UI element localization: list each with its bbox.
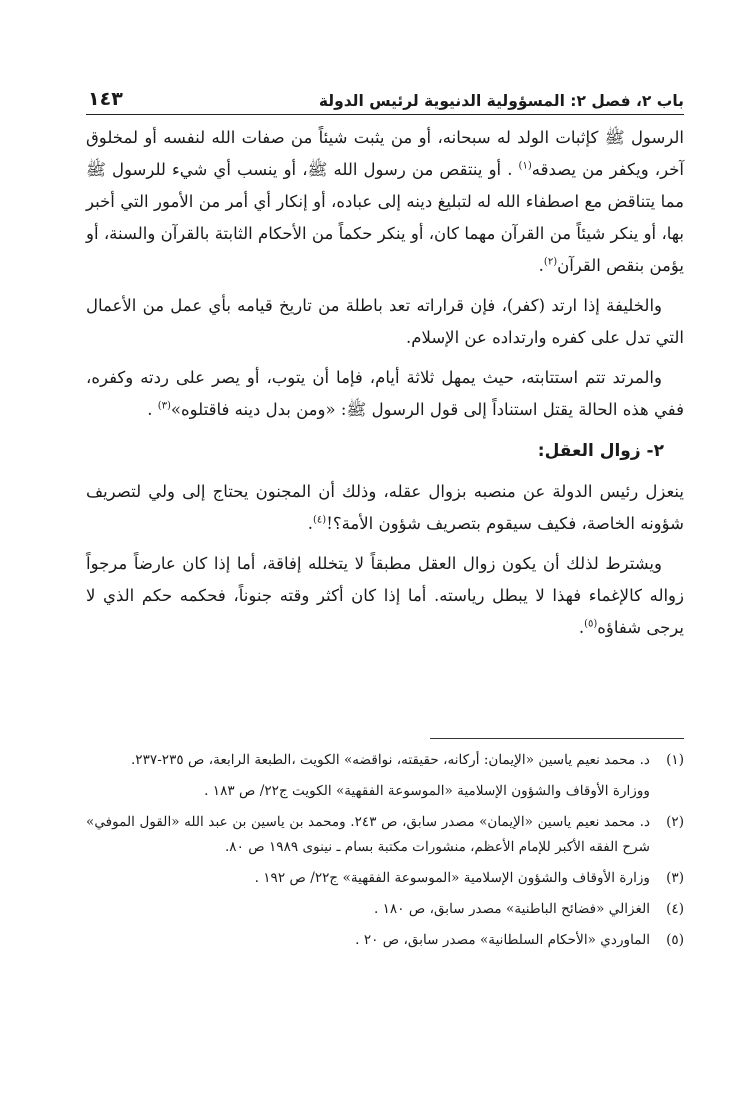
footnote-1 <box>86 748 684 773</box>
main-text <box>86 122 684 652</box>
footnote-number: (١) <box>666 752 684 768</box>
footnote-text: الغزالي «فضائح الباطنية» مصدر سابق، ص ١٨٠ . <box>373 901 650 917</box>
footnote-ref-4: (٤) <box>313 514 327 526</box>
chapter-title: باب ٢، فصل ٢: المسؤولية الدنيوية لرئيس الدولة <box>318 92 684 110</box>
footnote-1-continuation: ووزارة الأوقاف والشؤون الإسلامية «الموسوعة الفقهية» الكويت ج٢٢/ ص ١٨٣ . <box>204 783 650 799</box>
running-header <box>88 80 684 110</box>
footnote-number: (٥) <box>666 932 684 948</box>
footnote-3 <box>86 866 684 891</box>
header-divider <box>86 114 684 115</box>
footnote-text: الماوردي «الأحكام السلطانية» مصدر سابق، ص ٢٠ . <box>355 932 650 948</box>
footnote-text: وزارة الأوقاف والشؤون الإسلامية «الموسوعة الفقهية» ج٢٢/ ص ١٩٢ . <box>254 870 650 886</box>
section-heading: ٢- زوال العقل: <box>537 441 664 461</box>
footnote-divider <box>430 738 684 739</box>
paragraph-4: ينعزل رئيس الدولة عن منصبه بزوال عقله، وذلك أن المجنون يحتاج إلى ولي لتصريف شؤونه الخاصة، فكيف سيقوم بتصريف شؤون الأمة؟!$^{(٤)}$. <box>86 482 684 533</box>
paragraph-5: ويشترط لذلك أن يكون زوال العقل مطبقاً لا يتخلله إفاقة، أما إذا كان عارضاً مرجواً زواله كالإغماء فهذا لا يبطل رياسته. أما إذا كان أكثر وقته جنوناً، فحكمه حكم الذي لا يرجى شفاؤه$^{(٥)}$. <box>86 554 684 637</box>
footnote-ref-5: (٥) <box>584 618 598 630</box>
page-number: ١٤٣ <box>88 88 123 110</box>
paragraph-2: والخليفة إذا ارتد (كفر)، فإن قراراته تعد باطلة من تاريخ قيامه بأي عمل من الأعمال التي تدل على كفره وارتداده عن الإسلام. <box>86 296 684 347</box>
footnote-ref-3: (٣) <box>157 400 171 412</box>
footnote-text: د. محمد نعيم ياسين «الإيمان: أركانه، حقيقته، نواقضه» الكويت ،الطبعة الرابعة، ص ٢٣٥-٢٣٧. <box>130 752 650 768</box>
footnote-text: د. محمد نعيم ياسين «الإيمان» مصدر سابق، ص ٢٤٣. ومحمد بن ياسين بن عبد الله «القول الموفي» شرح الفقه الأكبر للإمام الأعظم، منشورات مكتبة بسام ـ نينوى ١٩٨٩ ص ٨٠. <box>86 814 650 855</box>
footnote-2 <box>86 810 684 860</box>
footnote-ref-2: (٢) <box>543 256 558 268</box>
footnote-5 <box>86 928 684 953</box>
footnote-4 <box>86 897 684 922</box>
footnote-number: (٣) <box>666 870 684 886</box>
footnote-number: (٤) <box>666 901 684 917</box>
footnote-ref-1: (١) <box>518 160 532 172</box>
paragraph-1: الرسول ﷺ كإثبات الولد له سبحانه، أو من يثبت شيئاً من صفات الله لنفسه أو لمخلوق آخر، ويكفر من يصدقه$^{(١)}$ . أو ينتقص من رسول الله ﷺ، أو ينسب أي شيء للرسول ﷺ مما يتناقض مع اصطفاء الله له لتبليغ دينه إلى عباده، أو إنكار أي أمر من الأمور التي أخبر بها، أو ينكر شيئاً من القرآن مهما كان، أو ينكر حكماً من الأحكام الثابتة بالقرآن والسنة، أو يؤمن بنقص القرآن$^{(٢)}$. <box>86 128 684 275</box>
footnotes <box>86 748 684 959</box>
footnote-number: (٢) <box>666 814 684 830</box>
paragraph-3: والمرتد تتم استتابته، حيث يمهل ثلاثة أيام، فإما أن يتوب، أو يصر على ردته وكفره، ففي هذه الحالة يقتل استناداً إلى قول الرسول ﷺ: «ومن بدل دينه فاقتلوه»$^{(٣)}$ . <box>86 368 684 419</box>
